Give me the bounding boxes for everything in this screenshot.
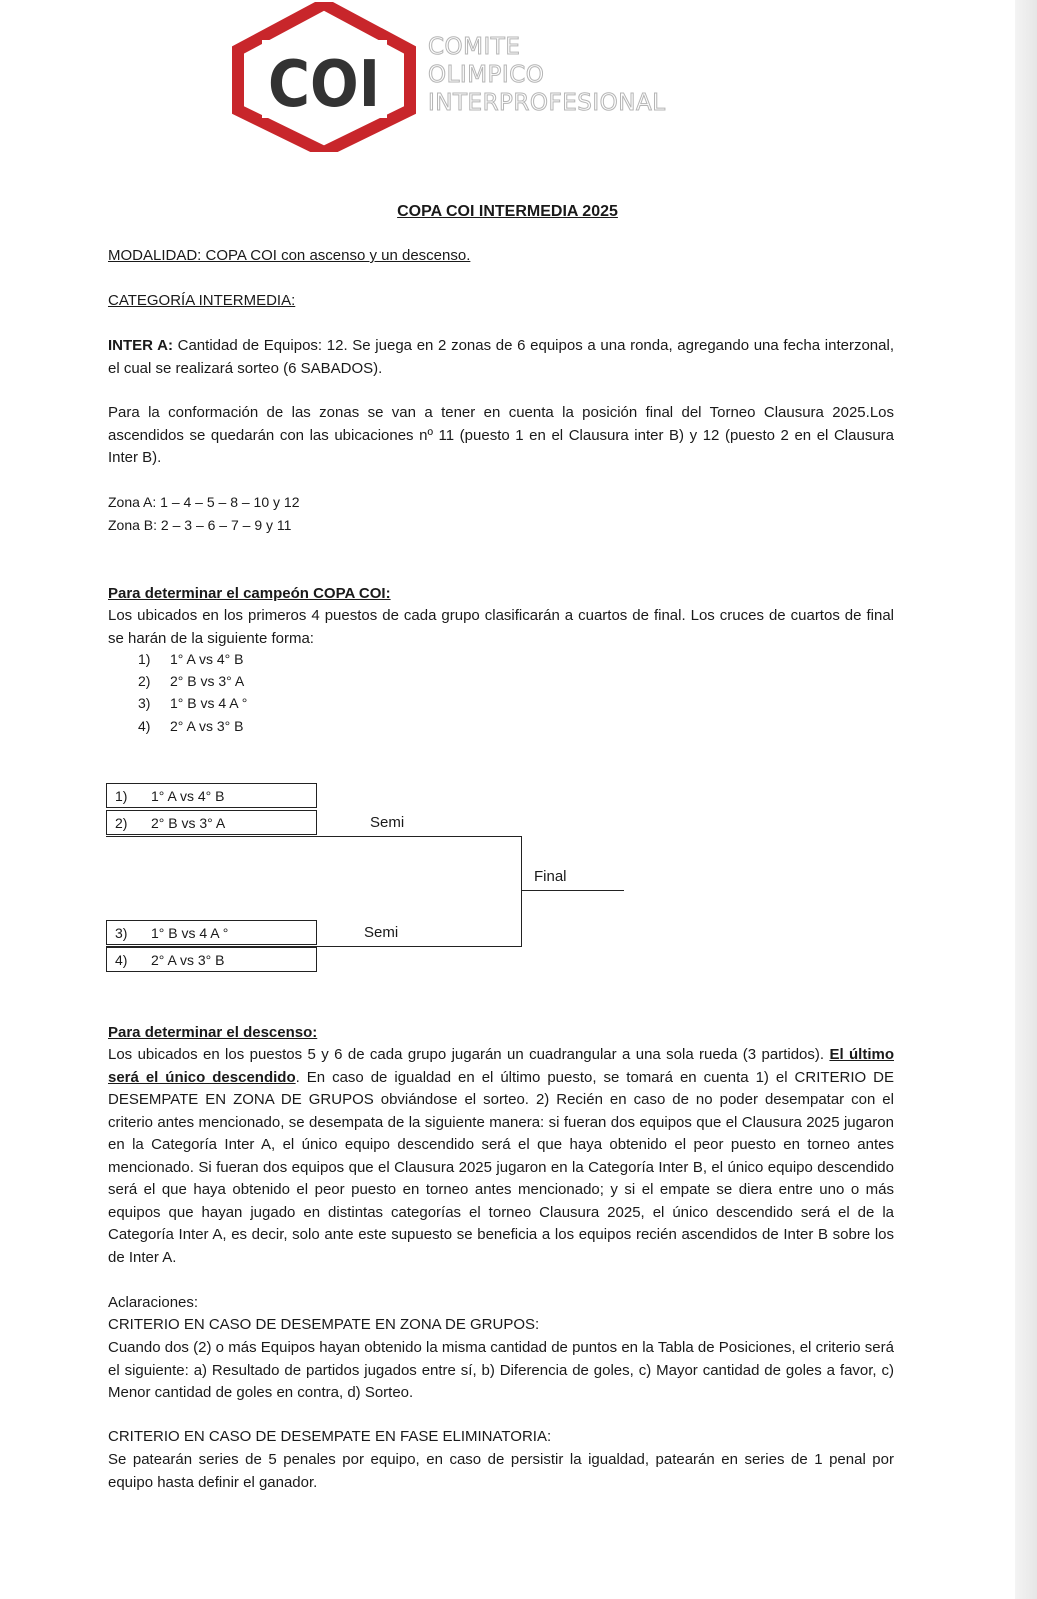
final-line bbox=[522, 890, 624, 891]
bracket-match: 2° B vs 3° A bbox=[151, 815, 226, 831]
bracket-box-3 bbox=[106, 920, 317, 945]
bracket-number: 4) bbox=[115, 952, 128, 968]
match-number: 1) bbox=[138, 651, 151, 667]
inter-a-label: INTER A: bbox=[108, 337, 173, 354]
descenso-paragraph bbox=[108, 1044, 894, 1269]
page-edge bbox=[1015, 0, 1037, 1599]
descenso-text-1: Los ubicados en los puestos 5 y 6 de cada grupo jugarán un cuadrangular a una sola rueda (3 partidos). bbox=[108, 1046, 830, 1063]
coi-logo bbox=[232, 2, 417, 152]
grupos-criteria-heading: CRITERIO EN CASO DE DESEMPATE EN ZONA DE GRUPOS: bbox=[108, 1316, 540, 1333]
eliminatoria-criteria-heading: CRITERIO EN CASO DE DESEMPATE EN FASE ELIMINATORIA: bbox=[108, 1428, 552, 1445]
match-text: 1° B vs 4 A ° bbox=[170, 695, 248, 711]
bracket-match: 1° B vs 4 A ° bbox=[151, 925, 229, 941]
match-list-item bbox=[138, 670, 244, 693]
logo-line-1: COMITE bbox=[428, 34, 521, 60]
inter-a-text: Cantidad de Equipos: 12. Se juega en 2 zonas de 6 equipos a una ronda, agregando una fecha interzonal, el cual se realizará sorteo (6 SABADOS). bbox=[108, 337, 894, 377]
bracket-number: 2) bbox=[115, 815, 128, 831]
match-text: 2° B vs 3° A bbox=[170, 673, 245, 689]
semi-line-bottom bbox=[106, 946, 522, 947]
match-number: 2) bbox=[138, 673, 151, 689]
campeon-text: Los ubicados en los primeros 4 puestos de cada grupo clasificarán a cuartos de final. Los cruces de cuartos de final se harán de la siguiente forma: bbox=[108, 607, 894, 647]
bracket-number: 1) bbox=[115, 788, 128, 804]
descenso-emphasis: El último será el único descendido bbox=[108, 1046, 894, 1086]
grupos-criteria-text: Cuando dos (2) o más Equipos hayan obtenido la misma cantidad de puntos en la Tabla de Posiciones, el criterio será el siguiente: a) Resultado de partidos jugados entre sí, b) Diferencia de goles, c) Mayor cantidad de goles a favor, c) Menor cantidad de goles en contra, d) Sorteo. bbox=[108, 1339, 894, 1401]
match-text: 2° A vs 3° B bbox=[170, 718, 244, 734]
match-list-item bbox=[138, 715, 243, 738]
bracket-box-1 bbox=[106, 783, 317, 808]
logo-mark: COI bbox=[268, 48, 380, 122]
bracket-box-2 bbox=[106, 810, 317, 835]
inter-a-paragraph bbox=[108, 335, 894, 380]
bracket-match: 2° A vs 3° B bbox=[151, 952, 225, 968]
match-text: 1° A vs 4° B bbox=[170, 651, 244, 667]
final-label: Final bbox=[534, 868, 567, 885]
bracket-box-4 bbox=[106, 947, 317, 972]
descenso-heading: Para determinar el descenso: bbox=[108, 1024, 318, 1041]
logo-line-3: INTERPROFESIONAL bbox=[428, 90, 666, 116]
match-list-item bbox=[138, 648, 243, 671]
match-number: 4) bbox=[138, 718, 151, 734]
campeon-heading: Para determinar el campeón COPA COI: bbox=[108, 585, 391, 602]
eliminatoria-criteria-text: Se patearán series de 5 penales por equipo, en caso de persistir la igualdad, patearán en series de 1 penal por equipo hasta definir el ganador. bbox=[108, 1451, 894, 1491]
semi-label-top: Semi bbox=[370, 814, 405, 831]
match-number: 3) bbox=[138, 695, 151, 711]
modalidad-heading: MODALIDAD: COPA COI con ascenso y un descenso. bbox=[108, 247, 471, 264]
bracket-connector bbox=[521, 836, 522, 947]
zona-b: Zona B: 2 – 3 – 6 – 7 – 9 y 11 bbox=[108, 517, 292, 533]
bracket-number: 3) bbox=[115, 925, 128, 941]
semi-line-top bbox=[106, 836, 522, 837]
zona-a: Zona A: 1 – 4 – 5 – 8 – 10 y 12 bbox=[108, 494, 300, 510]
descenso-text-2: . En caso de igualdad en el último puesto, se tomará en cuenta 1) el CRITERIO DE DESEMPATE EN ZONA DE GRUPOS obviándose el sorteo. 2) Recién en caso de no poder desempatar con el criterio antes mencionado, se desempata de la siguiente manera: si fueran dos equipos que el Clausura 2025 jugaron en la Categoría Inter A, el único equipo descendido será el que haya obtenido el peor puesto en torneo antes mencionado. Si fueran dos equipos que el Clausura 2025 jugaron en la Categoría Inter B, el único equipo descendido será el que haya obtenido el peor puesto en torneo antes mencionado; y si el empate se diera entre uno o más equipos que hayan jugado en distintas categorías el torneo Clausura 2025, el único descendido será el de la Categoría Inter A, es decir, solo ante este supuesto se beneficia a los equipos recién ascendidos de Inter B sobre los de Inter A. bbox=[108, 1068, 894, 1266]
zonas-intro-paragraph: Para la conformación de las zonas se van a tener en cuenta la posición final del Torneo Clausura 2025.Los ascendidos se quedarán con las ubicaciones nº 11 (puesto 1 en el Clausura inter B) y 12 (puesto 2 en el Clausura Inter B). bbox=[108, 404, 894, 466]
categoria-heading: CATEGORÍA INTERMEDIA: bbox=[108, 292, 296, 309]
semi-label-bottom: Semi bbox=[364, 924, 399, 941]
aclaraciones-heading: Aclaraciones: bbox=[108, 1294, 199, 1311]
bracket-match: 1° A vs 4° B bbox=[151, 788, 225, 804]
match-list-item bbox=[138, 692, 247, 715]
document-title: COPA COI INTERMEDIA 2025 bbox=[397, 203, 618, 220]
logo-line-2: OLIMPICO bbox=[428, 62, 545, 88]
